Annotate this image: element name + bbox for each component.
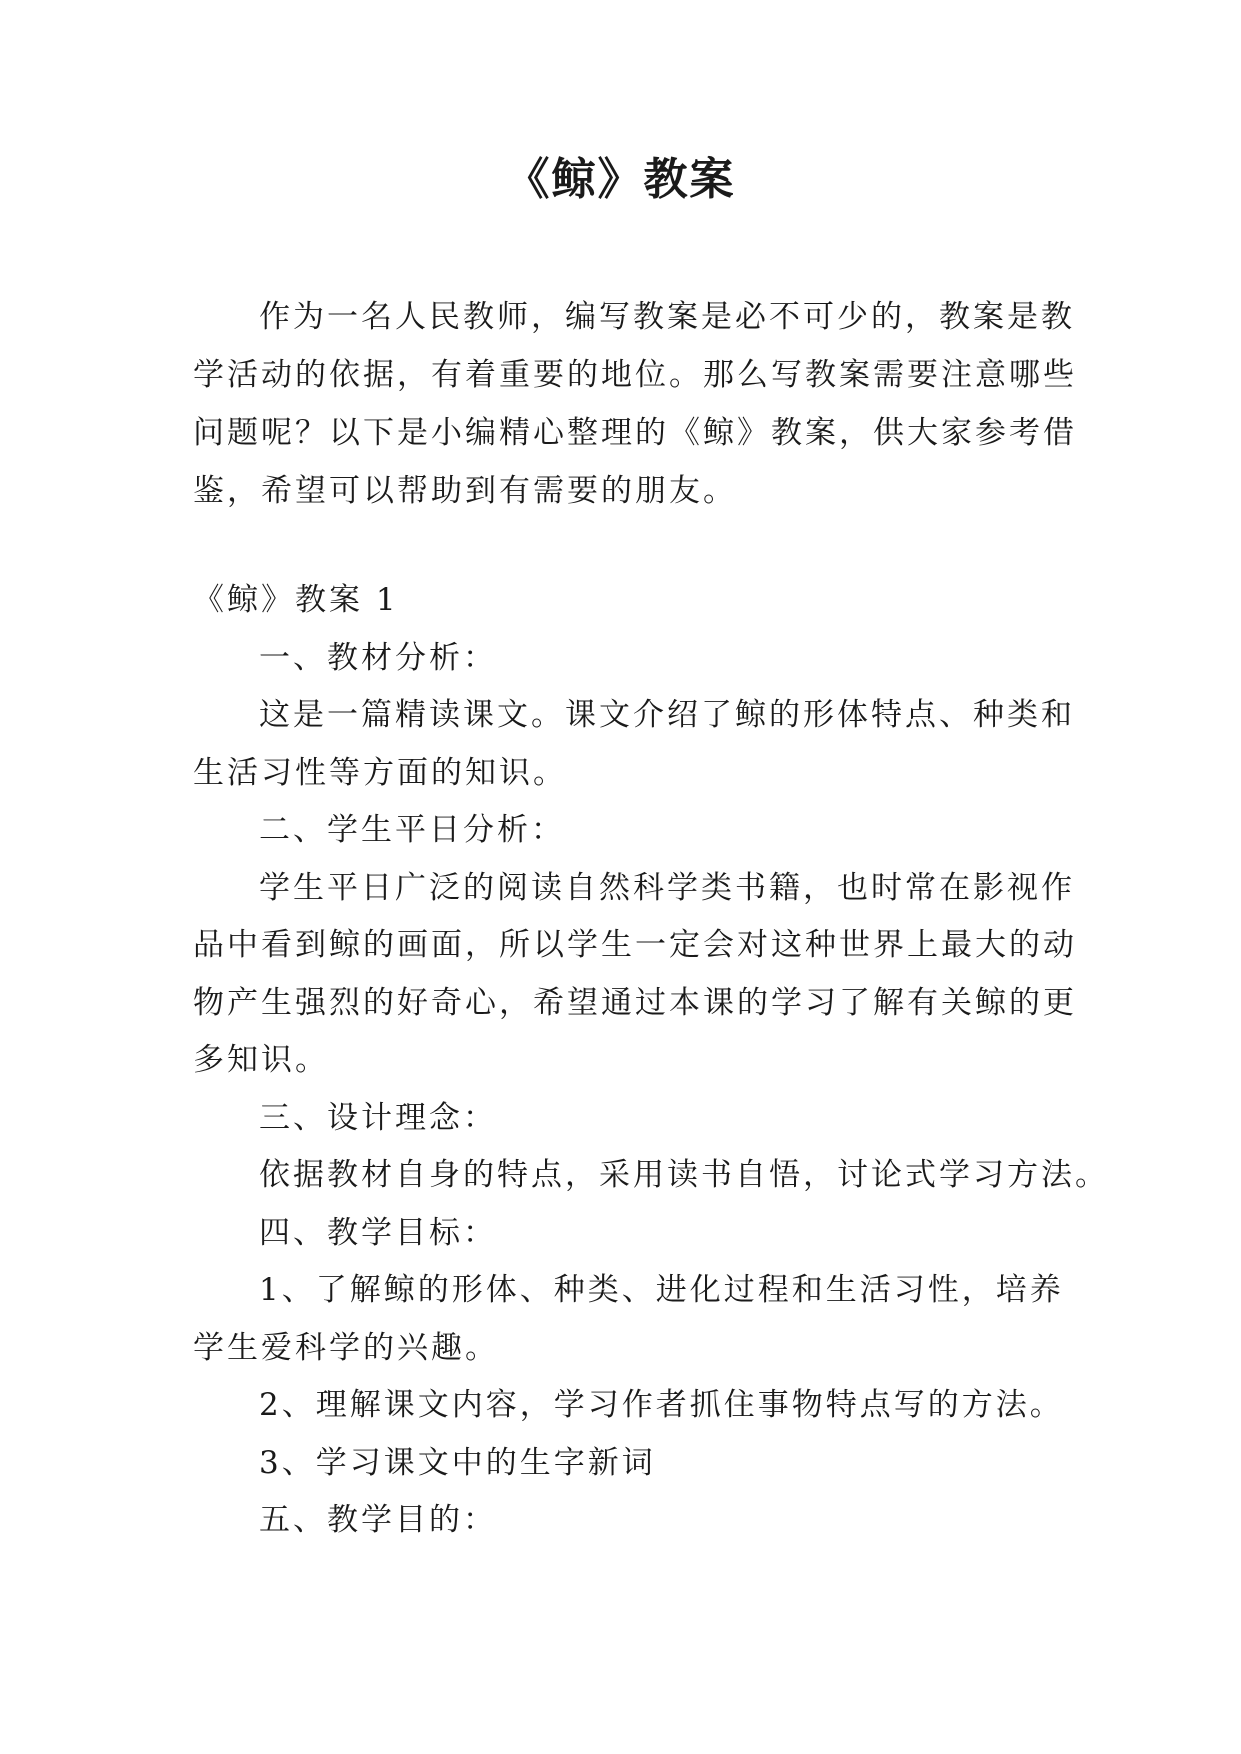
subsection-heading: 二、学生平日分析： xyxy=(259,812,565,848)
section-heading: 《鲸》教案 1 xyxy=(193,582,399,618)
content-line: 这是一篇精读课文。课文介绍了鲸的形体特点、种类和 xyxy=(259,697,1075,733)
document-title: 《鲸》教案 xyxy=(505,154,736,205)
content-line: 2、理解课文内容，学习作者抓住事物特点写的方法。 xyxy=(259,1387,1064,1423)
content-line: 多知识。 xyxy=(193,1042,329,1078)
content-line: 依据教材自身的特点，采用读书自悟，讨论式学习方法。 xyxy=(259,1157,1109,1193)
intro-line: 学活动的依据，有着重要的地位。那么写教案需要注意哪些 xyxy=(193,357,1077,393)
subsection-heading: 三、设计理念： xyxy=(259,1099,497,1136)
content-line: 学生爱科学的兴趣。 xyxy=(193,1329,499,1366)
subsection-heading: 一、教材分析： xyxy=(259,639,497,676)
content-line: 物产生强烈的好奇心，希望通过本课的学习了解有关鲸的更 xyxy=(193,984,1077,1021)
subsection-heading: 四、教学目标： xyxy=(259,1214,497,1251)
subsection-heading: 五、教学目的： xyxy=(259,1502,497,1538)
content-line: 品中看到鲸的画面，所以学生一定会对这种世界上最大的动 xyxy=(193,927,1077,963)
content-line: 生活习性等方面的知识。 xyxy=(193,754,567,791)
content-line: 1、了解鲸的形体、种类、进化过程和生活习性，培养 xyxy=(259,1272,1064,1308)
lesson-plan-content xyxy=(193,572,1109,1550)
content-line: 学生平日广泛的阅读自然科学类书籍，也时常在影视作 xyxy=(259,869,1075,906)
content-line: 3、学习课文中的生字新词 xyxy=(259,1444,656,1481)
intro-paragraph xyxy=(193,288,1077,520)
intro-line: 作为一名人民教师，编写教案是必不可少的，教案是教 xyxy=(259,299,1075,335)
intro-line: 问题呢？以下是小编精心整理的《鲸》教案，供大家参考借 xyxy=(193,415,1077,451)
intro-line: 鉴，希望可以帮助到有需要的朋友。 xyxy=(193,473,737,509)
